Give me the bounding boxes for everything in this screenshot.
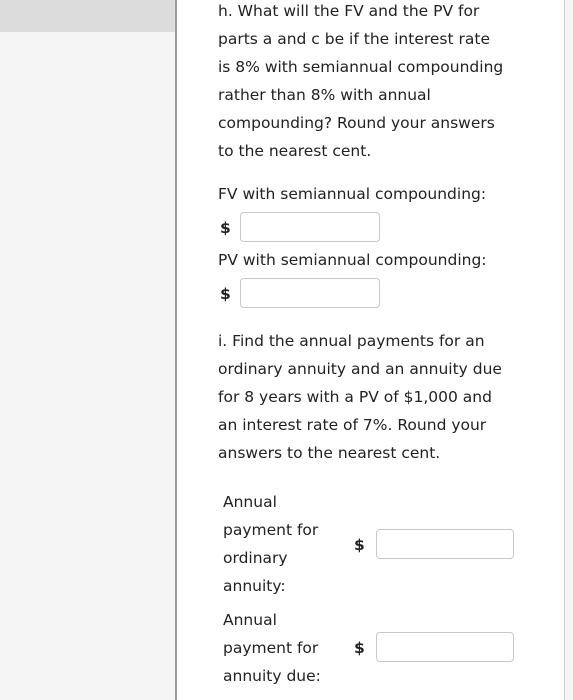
ordinary-label-line: ordinary (223, 549, 288, 567)
question-h-text (218, 0, 538, 165)
ordinary-label-line: payment for (223, 521, 319, 539)
pv-currency-symbol: $ (220, 285, 231, 303)
question-i-line: answers to the nearest cent. (218, 444, 441, 462)
pv-semiannual-label: PV with semiannual compounding: (218, 251, 487, 269)
ordinary-label-line: annuity: (223, 577, 286, 595)
fv-currency-symbol: $ (220, 219, 231, 237)
ordinary-annuity-input[interactable] (376, 529, 514, 559)
pv-semiannual-input[interactable] (240, 278, 380, 308)
question-panel (175, 0, 565, 700)
question-i-line: i. Find the annual payments for an (218, 332, 485, 350)
due-label-line: Annual (223, 611, 277, 629)
ordinary-annuity-label (223, 488, 343, 600)
question-i-text (218, 327, 538, 467)
question-i-line: an interest rate of 7%. Round your (218, 416, 487, 434)
annuity-due-input[interactable] (376, 632, 514, 662)
due-label-line: annuity due: (223, 667, 321, 685)
question-i-line: for 8 years with a PV of $1,000 and (218, 388, 492, 406)
left-column-header (0, 0, 175, 32)
question-h-line: compounding? Round your answers (218, 114, 495, 132)
question-h-line: parts a and c be if the interest rate (218, 30, 490, 48)
question-h-line: is 8% with semiannual compounding (218, 58, 504, 76)
ordinary-currency-symbol: $ (354, 536, 365, 554)
due-currency-symbol: $ (354, 639, 365, 657)
ordinary-label-line: Annual (223, 493, 277, 511)
question-h-line: h. What will the FV and the PV for (218, 2, 480, 20)
question-h-line: rather than 8% with annual (218, 86, 431, 104)
fv-semiannual-input[interactable] (240, 212, 380, 242)
due-label-line: payment for (223, 639, 319, 657)
fv-semiannual-label: FV with semiannual compounding: (218, 185, 487, 203)
question-i-line: ordinary annuity and an annuity due (218, 360, 502, 378)
annuity-due-label (223, 606, 343, 690)
question-h-line: to the nearest cent. (218, 142, 372, 160)
